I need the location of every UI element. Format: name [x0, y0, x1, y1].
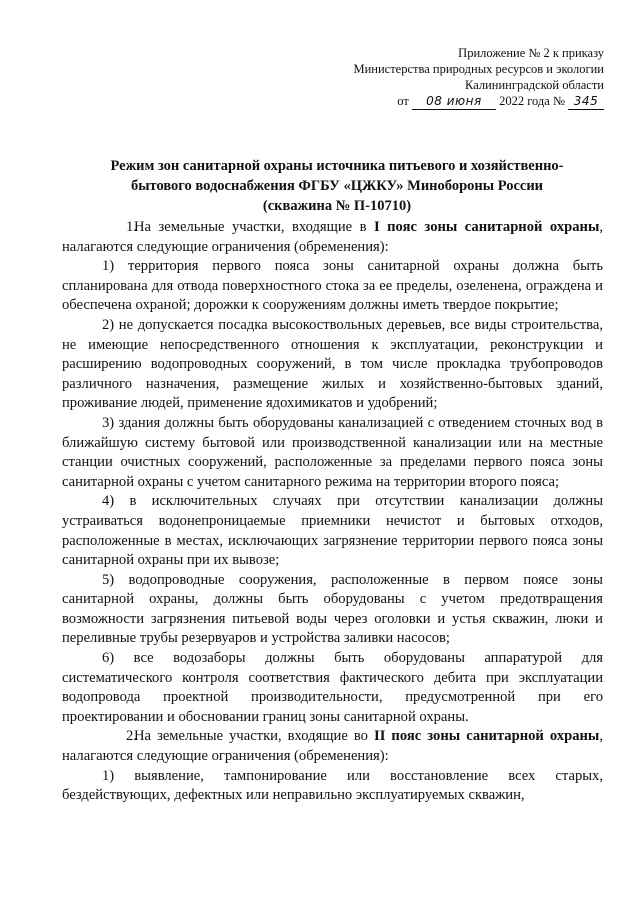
year-text: 2022 года №: [499, 94, 565, 108]
date-prefix: от: [397, 94, 409, 108]
section-1-text-after: , налагаются следующие ограничения (обременения):: [62, 219, 604, 255]
title-line-2: бытового водоснабжения ФГБУ «ЦЖКУ» Минобороны России: [130, 178, 544, 194]
section-1-number: 1.: [126, 219, 137, 235]
section-1-bold: I пояс зоны санитарной охраны: [373, 219, 600, 235]
list-item: 1) выявление, тампонирование или восстановление всех старых, бездействующих, дефектных или неправильно эксплуатируемых скважин,: [62, 767, 603, 804]
section-2-text-before: На земельные участки, входящие во: [134, 728, 375, 745]
handwritten-date: 08 июня: [412, 93, 496, 110]
header-region-line: Калининградской области: [465, 78, 604, 92]
title-line-1: Режим зон санитарной охраны источника питьевого и хозяйственно-: [110, 158, 564, 174]
list-item: 4) в исключительных случаях при отсутствии канализации должны устраиваться водонепроницаемые приемники нечистот и бытовых отходов, расположенные в местах, исключающих загрязнение территории первого пояса зоны санитарной охраны при их вывозе;: [62, 493, 603, 569]
header-ministry-line: Министерства природных ресурсов и экологии: [353, 62, 604, 76]
section-2-text-after: , налагаются следующие ограничения (обременения):: [62, 728, 603, 765]
document-title: [72, 156, 602, 216]
section-1-text-before: На земельные участки, входящие в: [134, 219, 374, 235]
handwritten-order-number: 345: [568, 93, 604, 110]
section-1-paragraph: [62, 218, 603, 257]
title-line-3: (скважина № П-10710): [262, 198, 412, 214]
section-2-number: 2.: [126, 728, 137, 745]
header-appendix-line: Приложение № 2 к приказу: [458, 46, 604, 60]
section-2-paragraph: [62, 727, 603, 766]
header-date-line: [244, 93, 604, 110]
list-item: 5) водопроводные сооружения, расположенные в первом поясе зоны санитарной охраны, должны быть оборудованы с учетом предотвращения возможности загрязнения питьевой воды через оголовки и устья скважин, люки и переливные трубы резервуаров и устройства заливки насосов;: [62, 571, 603, 647]
document-body: [62, 218, 603, 806]
list-item: 1) территория первого пояса зоны санитарной охраны должна быть спланирована для отвода поверхностного стока за ее пределы, озеленена, ограждена и обеспечена охраной; дорожки к сооружениям должны иметь твердое покрытие;: [62, 258, 603, 314]
list-item: 2) не допускается посадка высокоствольных деревьев, все виды строительства, не имеющие непосредственного отношения к эксплуатации, реконструкции и расширению водопроводных сооружений, в том числе прокладка трубопроводов различного назначения, размещение жилых и хозяйственно-бытовых зданий, проживание людей, применение ядохимикатов и удобрений;: [62, 316, 603, 412]
list-item: 6) все водозаборы должны быть оборудованы аппаратурой для систематического контроля соответствия фактического дебита при эксплуатации водопровода проектной производительности, предусмотренной при его проектировании и обосновании границ зоны санитарной охраны.: [62, 650, 603, 725]
list-item: 3) здания должны быть оборудованы канализацией с отведением сточных вод в ближайшую систему бытовой или производственной канализации или на местные станции очистных сооружений, расположенные за пределами первого пояса зоны санитарной охраны с учетом санитарного режима на территории второго пояса;: [62, 414, 603, 490]
document-header: [244, 45, 604, 110]
section-2-bold: II пояс зоны санитарной охраны: [374, 728, 600, 745]
